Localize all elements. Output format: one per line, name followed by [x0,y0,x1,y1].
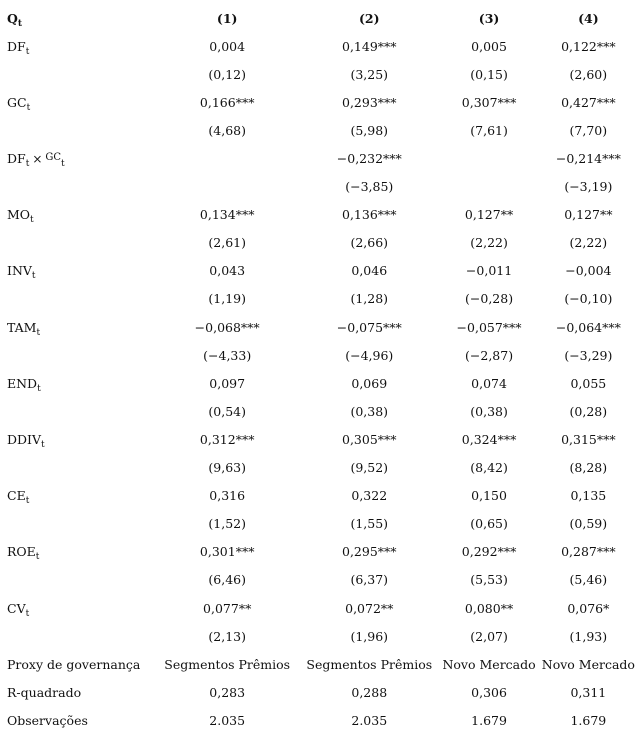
t-statistic-cell: (9,63) [208,460,246,476]
variable-subscript: t [25,608,30,619]
coefficient-cell: −0,004 [565,263,612,279]
variable-name: CE [7,488,26,504]
coefficient-cell: 0,427*** [561,94,616,110]
coefficient-row [0,594,638,622]
t-statistic-cell: (2,07) [470,628,508,644]
variable-name: ROE [7,544,36,560]
variable-subscript: t [41,439,45,450]
coefficient-cell: 0,322 [351,488,388,504]
variable-label [0,482,155,510]
t-statistic-row [0,454,638,482]
footer-value: Novo Mercado [541,656,635,672]
coefficient-cell: −0,232*** [336,151,402,167]
footer-label: Observações [7,712,88,728]
footer-label: Proxy de governança [7,656,141,672]
t-statistic-cell: (1,19) [208,291,246,307]
coefficient-cell: 0,097 [209,375,246,391]
empty-label-cell [0,510,155,538]
coefficient-cell: 0,074 [471,375,507,391]
footer-label: R-quadrado [7,684,82,700]
t-statistic-row [0,510,638,538]
t-statistic-cell: (2,22) [569,235,608,251]
empty-label-cell [0,116,155,144]
variable-label [0,594,155,622]
t-statistic-cell [155,173,299,201]
coefficient-cell: 0,293*** [342,94,397,110]
coefficient-cell: −0,011 [465,263,513,279]
coefficient-cell: 0,149*** [342,38,397,54]
coefficient-cell: 0,004 [209,38,246,54]
dependent-variable-header: $Q_t$ [7,10,23,29]
coefficient-cell: −0,075*** [336,319,402,335]
coefficient-cell: 0,069 [351,375,388,391]
coefficient-cell [155,144,299,172]
variable-label [0,538,155,566]
variable-subscript: t [30,215,34,226]
t-statistic-row [0,116,638,144]
coefficient-cell: 0,324*** [461,431,517,447]
variable-name: DF [7,151,26,167]
coefficient-cell: 0,316 [209,488,246,504]
coefficient-row [0,538,638,566]
t-statistic-row [0,397,638,425]
coefficient-cell: 0,122*** [561,38,616,54]
footer-value: 1.679 [570,712,607,728]
coefficient-cell: 0,080** [464,600,514,616]
variable-name: DDIV [7,431,42,447]
empty-label-cell [0,173,155,201]
interaction-times-icon: × [32,152,43,167]
t-statistic-cell: (−2,87) [465,347,514,363]
t-statistic-row [0,566,638,594]
t-statistic-cell: (5,98) [350,122,389,138]
t-statistic-cell: (2,66) [350,235,389,251]
coefficient-cell: 0,292*** [461,544,517,560]
variable-subscript: t [25,496,30,507]
variable-name: CV [7,600,26,616]
coefficient-cell: 0,127** [564,207,613,223]
coefficient-cell: 0,072** [345,600,394,616]
t-statistic-cell: (6,37) [350,572,389,588]
empty-label-cell [0,341,155,369]
coefficient-row [0,32,638,60]
coefficient-cell: 0,166*** [199,94,255,110]
t-statistic-cell: (0,38) [350,403,389,419]
coefficient-cell: 0,287*** [561,544,616,560]
t-statistic-cell: (4,68) [208,122,246,138]
footer-value: 2.035 [209,712,246,728]
coefficient-cell: −0,057*** [456,319,522,335]
footer-row [0,650,638,678]
variable-subscript: t [37,383,41,394]
t-statistic-cell: (1,55) [350,516,389,532]
variable-label [0,32,155,60]
variable-name: END [7,375,38,391]
coefficient-cell: 0,312*** [199,431,255,447]
coefficient-row [0,88,638,116]
variable-subscript: t [25,159,30,170]
t-statistic-cell: (2,60) [569,66,608,82]
coefficient-row [0,425,638,453]
empty-label-cell [0,229,155,257]
t-statistic-row [0,622,638,650]
coefficient-cell: −0,214*** [555,151,621,167]
regression-table [0,4,638,734]
footer-value: 0,288 [351,684,388,700]
variable-subscript: t [25,46,30,57]
variable-subscript: t [36,327,41,338]
coefficient-cell: 0,127** [464,207,514,223]
t-statistic-cell: (−3,29) [564,347,613,363]
variable-label [0,257,155,285]
footer-value: Segmentos Prêmios [164,656,291,672]
variable-label [0,425,155,453]
t-statistic-cell: (8,28) [569,460,608,476]
t-statistic-cell: (−0,10) [564,291,613,307]
variable-name: GC [7,94,27,110]
t-statistic-cell: (0,59) [569,516,608,532]
variable-label [0,313,155,341]
coefficient-cell: 0,315*** [561,431,616,447]
coefficient-cell: 0,134*** [199,207,255,223]
coefficient-cell: 0,077** [203,600,252,616]
t-statistic-cell: (1,96) [350,628,389,644]
coefficient-cell: 0,301*** [199,544,255,560]
footer-value: 2.035 [351,712,388,728]
footer-value: Segmentos Prêmios [306,656,433,672]
t-statistic-cell: (1,52) [208,516,246,532]
t-statistic-row [0,60,638,88]
t-statistic-cell: (7,70) [569,122,608,138]
t-statistic-cell: (0,12) [208,66,246,82]
variable-subscript-2: t [61,159,65,170]
t-statistic-cell: (8,42) [470,460,508,476]
variable-subscript: t [35,552,40,563]
coefficient-cell: 0,135 [570,488,607,504]
t-statistic-cell: (5,53) [470,572,508,588]
t-statistic-cell: (6,46) [208,572,246,588]
empty-label-cell [0,566,155,594]
t-statistic-cell: (0,54) [208,403,246,419]
t-statistic-cell: (0,28) [569,403,608,419]
footer-row [0,678,638,706]
t-statistic-cell: (−0,28) [465,291,514,307]
empty-label-cell [0,285,155,313]
footer-value: 0,283 [209,684,246,700]
column-header-2: (2) [359,10,380,26]
variable-label [0,369,155,397]
variable-label [0,201,155,229]
t-statistic-row [0,285,638,313]
footer-value: 0,311 [570,684,607,700]
variable-name: INV [7,263,32,279]
coefficient-cell: 0,150 [471,488,507,504]
t-statistic-cell: (9,52) [350,460,389,476]
coefficient-cell: 0,307*** [461,94,517,110]
footer-value: Novo Mercado [442,656,536,672]
footer-value: 0,306 [471,684,507,700]
t-statistic-row [0,173,638,201]
coefficient-cell: 0,076* [567,600,610,616]
header-row [0,4,638,32]
coefficient-row [0,313,638,341]
t-statistic-cell: (3,25) [350,66,389,82]
column-header-1: (1) [216,10,238,26]
coefficient-cell: 0,043 [209,263,246,279]
empty-label-cell [0,622,155,650]
t-statistic-cell: (−3,19) [564,179,613,195]
coefficient-row [0,201,638,229]
t-statistic-cell: (−4,33) [203,347,252,363]
footer-value: 1.679 [471,712,507,728]
t-statistic-row [0,341,638,369]
coefficient-cell: −0,068*** [194,319,260,335]
t-statistic-cell: (2,13) [208,628,246,644]
coefficient-row [0,369,638,397]
coefficient-row [0,482,638,510]
column-header-3: (3) [478,10,500,26]
t-statistic-cell: (2,61) [208,235,246,251]
empty-label-cell [0,60,155,88]
variable-name-2: GC [45,152,62,164]
coefficient-cell [439,144,538,172]
coefficient-cell: −0,064*** [555,319,621,335]
t-statistic-cell: (0,15) [470,66,508,82]
coefficient-row [0,257,638,285]
coefficient-row [0,144,638,172]
t-statistic-cell: (2,22) [470,235,508,251]
coefficient-cell: 0,055 [570,375,607,391]
coefficient-cell: 0,136*** [342,207,397,223]
coefficient-cell: 0,295*** [342,544,397,560]
t-statistic-cell: (0,38) [470,403,508,419]
t-statistic-cell: (0,65) [470,516,508,532]
variable-name: TAM [7,319,37,335]
column-header-4: (4) [578,10,599,26]
t-statistic-row [0,229,638,257]
variable-subscript: t [26,102,31,113]
t-statistic-cell: (1,93) [569,628,608,644]
t-statistic-cell: (5,46) [569,572,608,588]
variable-name: MO [7,207,31,223]
t-statistic-cell: (−3,85) [345,179,394,195]
variable-name: DF [7,38,26,54]
coefficient-cell: 0,046 [351,263,388,279]
empty-label-cell [0,397,155,425]
variable-label [0,144,155,172]
t-statistic-cell [439,173,538,201]
t-statistic-cell: (−4,96) [345,347,394,363]
coefficient-cell: 0,005 [471,38,507,54]
variable-label [0,88,155,116]
variable-subscript: t [31,271,36,282]
empty-label-cell [0,454,155,482]
t-statistic-cell: (7,61) [470,122,508,138]
coefficient-cell: 0,305*** [342,431,397,447]
t-statistic-cell: (1,28) [350,291,389,307]
table-body [0,32,638,734]
